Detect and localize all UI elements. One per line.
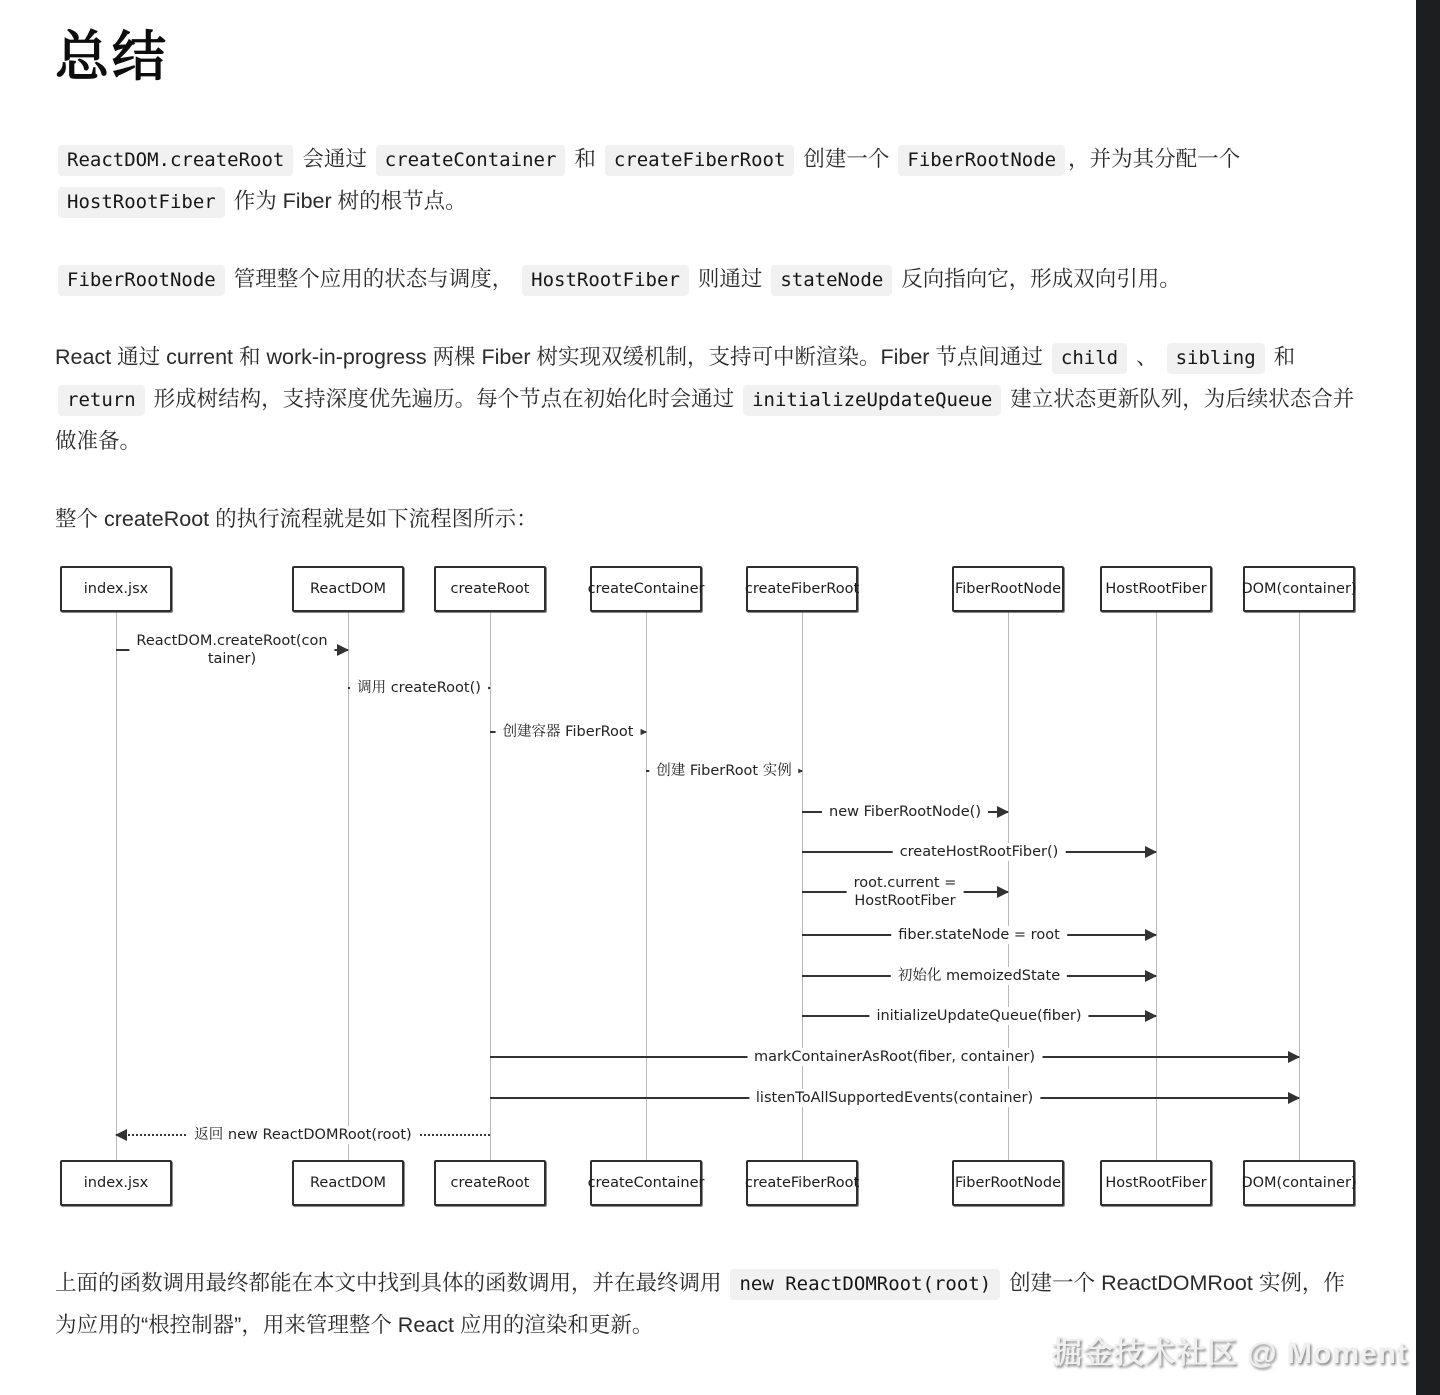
message-label: 返回 new ReactDOMRoot(root) (187, 1126, 418, 1144)
arrowhead-icon (1145, 846, 1157, 858)
sequence-diagram (55, 558, 1370, 1218)
participant-box: index.jsx (60, 1160, 172, 1206)
participant-box: createContainer (590, 566, 702, 612)
participant-box: ReactDOM (292, 566, 404, 612)
right-dark-edge (1416, 0, 1440, 1395)
participant-box: createContainer (590, 1160, 702, 1206)
paragraph-text: React 通过 current 和 work-in-progress 两棵 Fiber 树实现双缓机制，支持可中断渲染。Fiber 节点间通过 (55, 344, 1049, 369)
message-label: markContainerAsRoot(fiber, container) (747, 1048, 1042, 1066)
inline-code: createFiberRoot (605, 145, 795, 177)
paragraph-text: 建立状态更新队列，为后续状态合并做准备。 (55, 386, 1355, 453)
participant-box: index.jsx (60, 566, 172, 612)
paragraph-text: ，并为其分配一个 (1068, 146, 1241, 171)
participant-box: createRoot (434, 566, 546, 612)
inline-code: HostRootFiber (522, 265, 689, 297)
message-label: fiber.stateNode = root (891, 926, 1067, 944)
message-label: root.current = HostRootFiber (847, 874, 964, 910)
message-label: 创建 FiberRoot 实例 (649, 762, 798, 780)
paragraph-text: 反向指向它，形成双向引用。 (895, 266, 1181, 291)
paragraph-text: 会通过 (296, 146, 373, 171)
page-title: 总结 (55, 27, 169, 87)
participant-box: DOM(container) (1243, 1160, 1355, 1206)
participant-box: ReactDOM (292, 1160, 404, 1206)
participant-box: HostRootFiber (1100, 1160, 1212, 1206)
paragraph-text: 创建一个 (797, 146, 896, 171)
participant-box: createFiberRoot (746, 566, 858, 612)
paragraph (55, 336, 1356, 462)
paragraph (55, 258, 1356, 300)
paragraph-text: 和 (568, 146, 602, 171)
lifeline (1299, 612, 1300, 1162)
inline-code: createContainer (376, 145, 566, 177)
inline-code: FiberRootNode (898, 145, 1065, 177)
message-label: ReactDOM.createRoot(con tainer) (129, 632, 334, 668)
lifeline (1156, 612, 1157, 1162)
paragraph-text: 、 (1130, 344, 1164, 369)
message-label: 初始化 memoizedState (891, 967, 1067, 985)
paragraph-text: 上面的函数调用最终都能在本文中找到具体的函数调用，并在最终调用 (55, 1270, 728, 1295)
paragraph-text: 创建一个 ReactDOMRoot 实例，作为应用的“根控制器”，用来管理整个 React 应用的渲染和更新。 (55, 1270, 1345, 1337)
participant-box: DOM(container) (1243, 566, 1355, 612)
message-label: listenToAllSupportedEvents(container) (749, 1089, 1040, 1107)
arrowhead-icon (337, 644, 349, 656)
inline-code: sibling (1167, 343, 1265, 375)
message-label: initializeUpdateQueue(fiber) (869, 1007, 1088, 1025)
inline-code: ReactDOM.createRoot (58, 145, 293, 177)
paragraph-text: 管理整个应用的状态与调度， (227, 266, 520, 291)
participant-box: FiberRootNode (952, 1160, 1064, 1206)
inline-code: child (1052, 343, 1127, 375)
lifeline (802, 612, 803, 1162)
arrowhead-icon (997, 806, 1009, 818)
inline-code: initializeUpdateQueue (743, 385, 1001, 417)
lifeline (646, 612, 647, 1162)
paragraph (55, 138, 1356, 222)
inline-code: FiberRootNode (58, 265, 225, 297)
participant-box: createFiberRoot (746, 1160, 858, 1206)
arrowhead-icon (997, 886, 1009, 898)
inline-code: stateNode (771, 265, 892, 297)
participant-box: createRoot (434, 1160, 546, 1206)
watermark: 掘金技术社区 @ Moment (1052, 1337, 1408, 1370)
arrowhead-icon (115, 1129, 127, 1141)
arrowhead-icon (1288, 1051, 1300, 1063)
message-label: new FiberRootNode() (822, 803, 988, 821)
participant-box: HostRootFiber (1100, 566, 1212, 612)
lifeline (348, 612, 349, 1162)
message-label: createHostRootFiber() (893, 843, 1066, 861)
arrowhead-icon (1145, 970, 1157, 982)
inline-code: HostRootFiber (58, 187, 225, 219)
inline-code: return (58, 385, 145, 417)
paragraph-text: 和 (1267, 344, 1296, 369)
paragraph-text: 则通过 (691, 266, 769, 291)
lifeline (116, 612, 117, 1162)
paragraph (55, 498, 1356, 540)
message-label: 调用 createRoot() (350, 679, 488, 697)
arrowhead-icon (1145, 929, 1157, 941)
lifeline (490, 612, 491, 1162)
participant-box: FiberRootNode (952, 566, 1064, 612)
paragraph-text: 整个 createRoot 的执行流程就是如下流程图所示： (55, 506, 538, 531)
paragraph-text: 形成树结构，支持深度优先遍历。每个节点在初始化时会通过 (147, 386, 741, 411)
arrowhead-icon (1288, 1092, 1300, 1104)
inline-code: new ReactDOMRoot(root) (730, 1269, 1000, 1301)
paragraph-text: 作为 Fiber 树的根节点。 (227, 188, 467, 213)
message-label: 创建容器 FiberRoot (496, 723, 641, 741)
arrowhead-icon (1145, 1010, 1157, 1022)
